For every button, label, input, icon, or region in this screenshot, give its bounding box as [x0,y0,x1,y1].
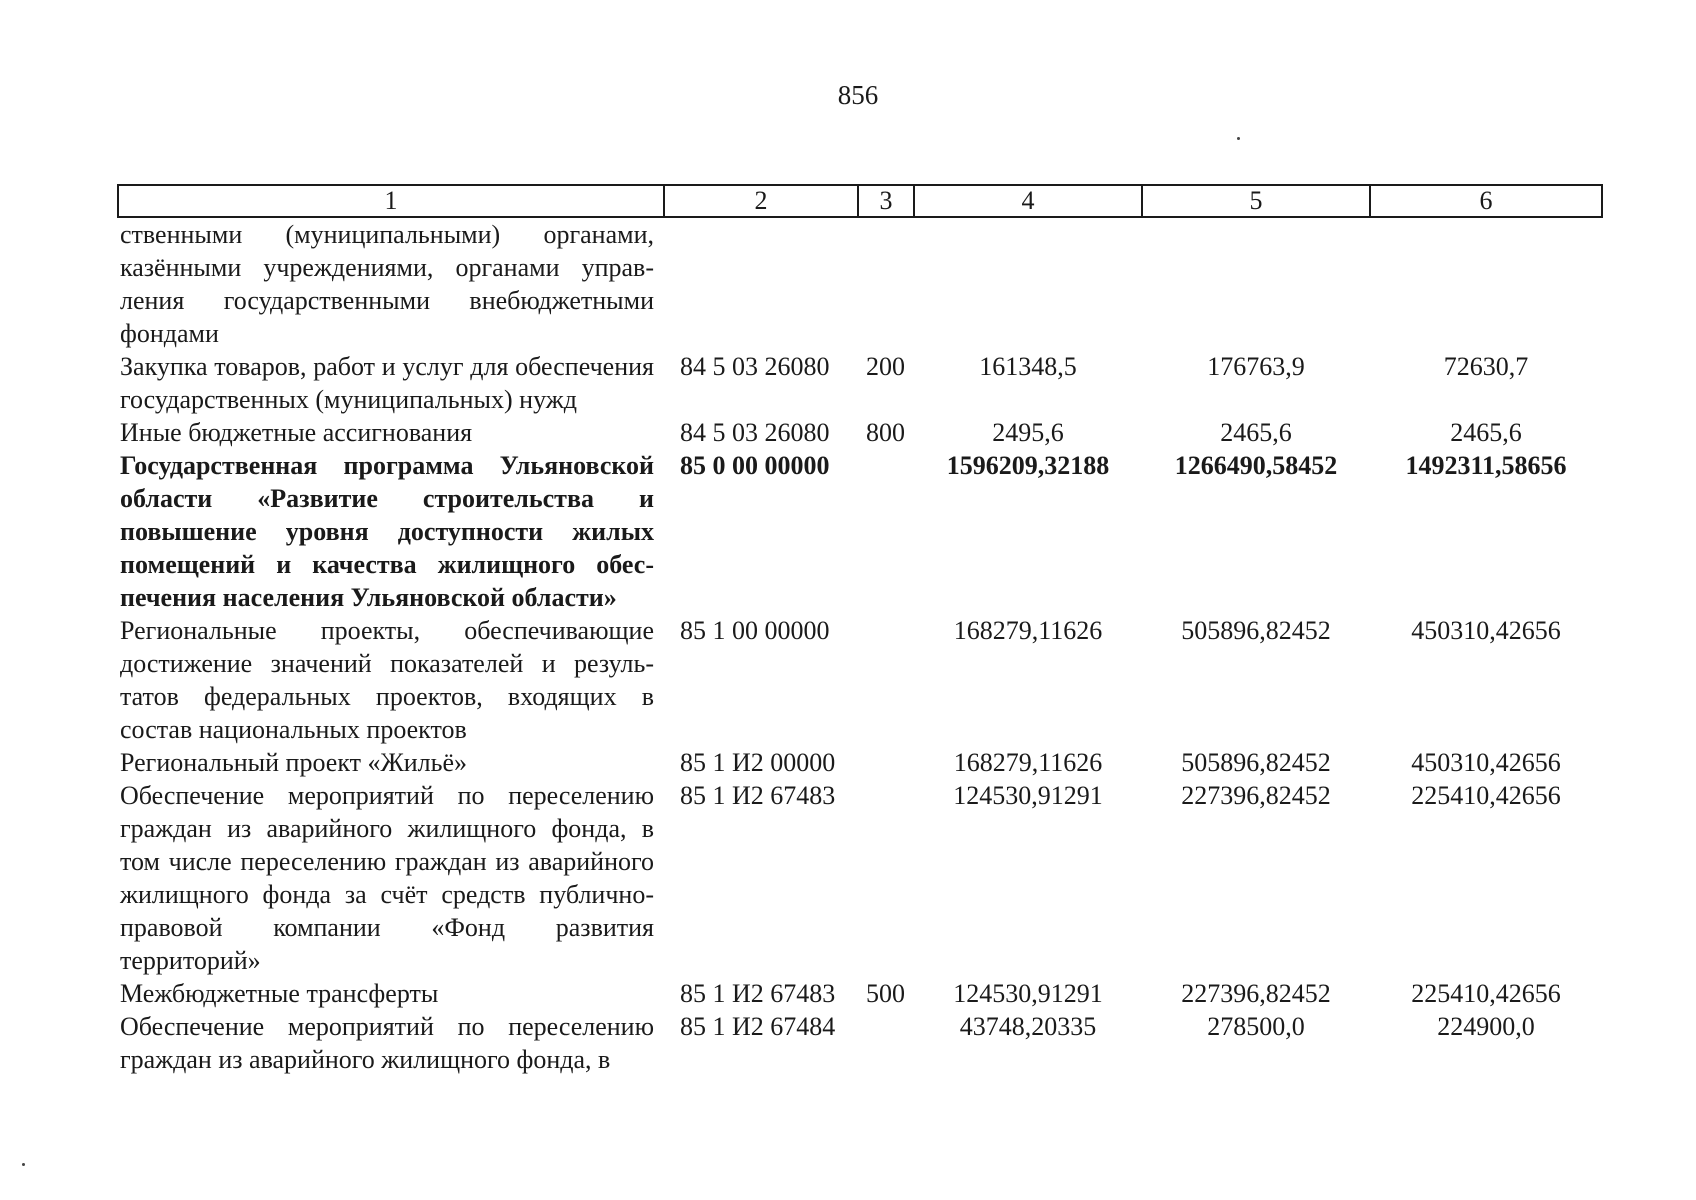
row-value-col5: 278500,0 [1207,1012,1305,1041]
row-value-col6: 2465,6 [1450,418,1522,447]
table-row [118,746,1602,779]
row-expense-type [858,1010,914,1076]
table-header [118,185,1602,217]
row-value-col4: 168279,11626 [953,616,1103,645]
table-row [118,1010,1602,1076]
table-row [118,416,1602,449]
row-code: 85 1 И2 00000 [680,748,836,777]
row-expense-type [858,217,914,350]
row-value-col6: 450310,42656 [1411,748,1561,777]
row-expense-type: 800 [866,418,905,447]
row-value-col5 [1142,217,1370,350]
row-value-col4 [914,217,1142,350]
table-body [118,217,1602,1076]
row-value-col4: 124530,91291 [953,781,1103,810]
row-name: Обеспечение мероприятий по переселению граждан из аварийного жилищного фонда, в [120,1012,654,1074]
row-value-col4: 43748,20335 [959,1012,1097,1041]
row-name: Закупка товаров, работ и услуг для обеспечения государственных (муниципальных) нужд [120,352,654,414]
row-code: 85 1 00 00000 [680,616,830,645]
row-code [664,217,858,350]
row-value-col6: 72630,7 [1443,352,1529,381]
row-expense-type [858,449,914,614]
row-name: Региональные проекты, обеспечивающие достижение значений показателей и результатов федеральных проектов, входящих в состав национальных проектов [120,616,654,744]
row-value-col5: 227396,82452 [1181,781,1331,810]
row-value-col4: 1596209,32188 [946,451,1110,480]
table-row [118,977,1602,1010]
row-value-col5: 505896,82452 [1181,748,1331,777]
row-name: Обеспечение мероприятий по переселению граждан из аварийного жилищного фонда, в том числе переселению граждан из аварийного жилищного фонда за счёт средств публично-правовой компании «Фонд развития территорий» [120,781,654,975]
scan-speck [1237,137,1240,140]
row-value-col6: 225410,42656 [1411,781,1561,810]
row-value-col4: 168279,11626 [953,748,1103,777]
row-name: Межбюджетные трансферты [120,979,439,1008]
row-expense-type: 500 [866,979,905,1008]
column-header-6: 6 [1370,185,1602,217]
row-value-col5: 505896,82452 [1181,616,1331,645]
table-row [118,614,1602,746]
row-value-col4: 2495,6 [992,418,1064,447]
row-code: 85 1 И2 67483 [680,781,836,810]
row-expense-type [858,746,914,779]
row-value-col6: 1492311,58656 [1405,451,1567,480]
row-value-col5: 176763,9 [1207,352,1305,381]
row-expense-type [858,614,914,746]
row-code: 84 5 03 26080 [680,418,830,447]
column-header-3: 3 [858,185,914,217]
table-row [118,449,1602,614]
row-name: Иные бюджетные ассигнования [120,418,473,447]
column-header-2: 2 [664,185,858,217]
row-value-col4: 161348,5 [979,352,1077,381]
column-header-1: 1 [118,185,664,217]
table-row [118,779,1602,977]
scan-speck [22,1163,25,1166]
column-header-4: 4 [914,185,1142,217]
row-value-col5: 1266490,58452 [1174,451,1338,480]
row-name: ственными (муниципальными) органами, казёнными учреждениями, органами управления государственными внебюджетными фондами [120,220,654,348]
row-value-col6: 225410,42656 [1411,979,1561,1008]
budget-table [117,184,1603,1076]
row-value-col5: 2465,6 [1220,418,1292,447]
header-row [118,185,1602,217]
row-code: 85 1 И2 67484 [680,1012,836,1041]
table-row [118,217,1602,350]
column-header-5: 5 [1142,185,1370,217]
row-code: 84 5 03 26080 [680,352,830,381]
page-number: 856 [837,80,879,110]
row-code: 85 1 И2 67483 [680,979,836,1008]
row-value-col6: 450310,42656 [1411,616,1561,645]
row-value-col4: 124530,91291 [953,979,1103,1008]
table-row [118,350,1602,416]
row-value-col5: 227396,82452 [1181,979,1331,1008]
row-value-col6 [1370,217,1602,350]
row-expense-type: 200 [866,352,905,381]
row-name: Региональный проект «Жильё» [120,748,468,777]
row-code: 85 0 00 00000 [680,451,830,480]
row-value-col6: 224900,0 [1437,1012,1535,1041]
row-expense-type [858,779,914,977]
row-name: Государственная программа Ульяновской области «Развитие строительства и повышение уровня доступности жилых помещений и качества жилищного обеспечения населения Ульяновской области» [120,451,654,612]
